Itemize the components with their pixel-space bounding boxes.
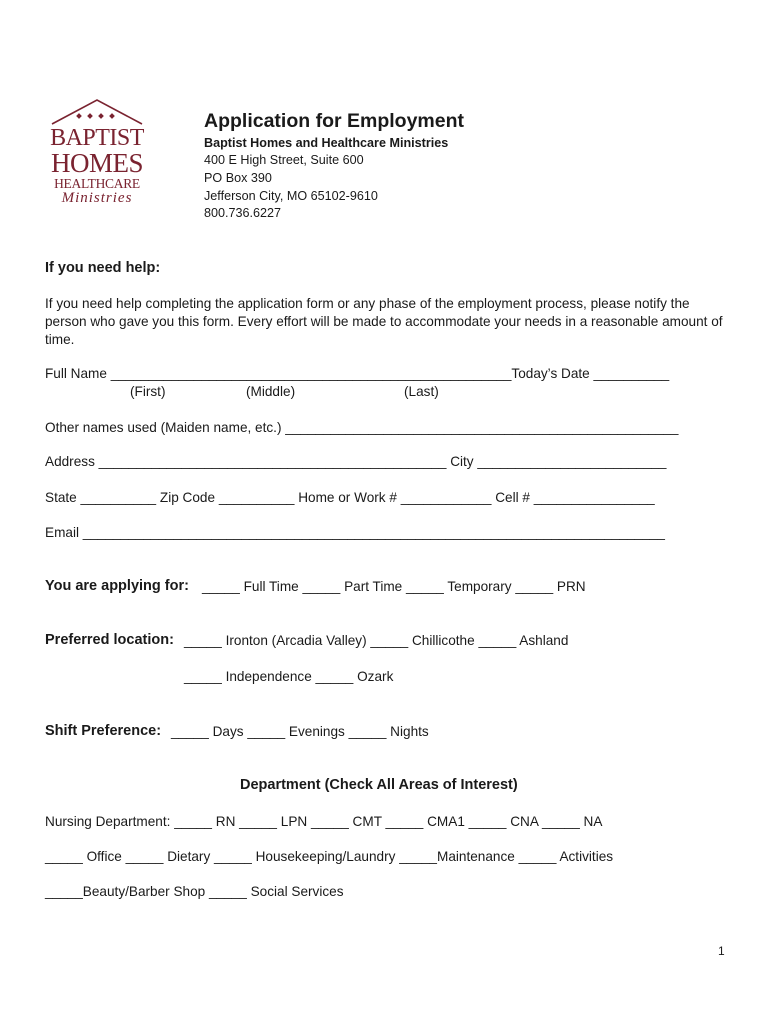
department-heading: Department (Check All Areas of Interest) [240,777,518,793]
name-middle-label: (Middle) [246,384,296,399]
department-options-row-3[interactable]: _____Beauty/Barber Shop _____ Social Services [45,884,344,899]
address-city-field[interactable]: Address ______________________________________________ City _________________________ [45,454,667,469]
department-options-row-2[interactable]: _____ Office _____ Dietary _____ Housekeeping/Laundry _____Maintenance _____ Activities [45,849,614,864]
email-field[interactable]: Email _____________________________________________________________________________ [45,525,665,540]
location-options-row-2[interactable]: _____ Independence _____ Ozark [184,669,394,684]
page-title: Application for Employment [204,110,465,132]
logo-line-homes: HOMES [50,148,143,178]
page-number: 1 [718,944,725,958]
applying-for-options[interactable]: _____ Full Time _____ Part Time _____ Temporary _____ PRN [202,579,586,594]
organization-phone: 800.736.6227 [204,206,282,220]
address-line-1: 400 E High Street, Suite 600 [204,153,364,167]
name-last-label: (Last) [404,384,439,399]
address-city-line: Jefferson City, MO 65102-9610 [204,189,378,203]
shift-preference-label: Shift Preference: [45,723,162,739]
house-roof-icon [48,98,146,128]
other-names-field[interactable]: Other names used (Maiden name, etc.) ____________________________________________________ [45,420,679,435]
state-zip-phone-field[interactable]: State __________ Zip Code __________ Home or Work # ____________ Cell # ________________ [45,490,655,505]
full-name-field[interactable]: Full Name _____________________________________________________Today’s Date __________ [45,366,670,381]
preferred-location-label: Preferred location: [45,632,174,648]
organization-logo [48,98,146,210]
logo-line-baptist: BAPTIST [50,125,144,151]
location-options-row-1[interactable]: _____ Ironton (Arcadia Valley) _____ Chillicothe _____ Ashland [184,633,569,648]
help-paragraph: If you need help completing the application form or any phase of the employment process, please notify the person who gave you this form. Every effort will be made to accommodate your needs in a reasonable amount of time. [45,296,723,347]
shift-options[interactable]: _____ Days _____ Evenings _____ Nights [171,724,429,739]
name-first-label: (First) [130,384,166,399]
address-line-2: PO Box 390 [204,171,272,185]
organization-name: Baptist Homes and Healthcare Ministries [204,136,449,150]
applying-for-label: You are applying for: [45,578,189,594]
logo-line-ministries: Ministries [61,190,133,206]
nursing-department-options[interactable]: Nursing Department: _____ RN _____ LPN _____ CMT _____ CMA1 _____ CNA _____ NA [45,814,603,829]
help-heading: If you need help: [45,260,161,276]
logo-line-healthcare: HEALTHCARE [54,176,140,191]
